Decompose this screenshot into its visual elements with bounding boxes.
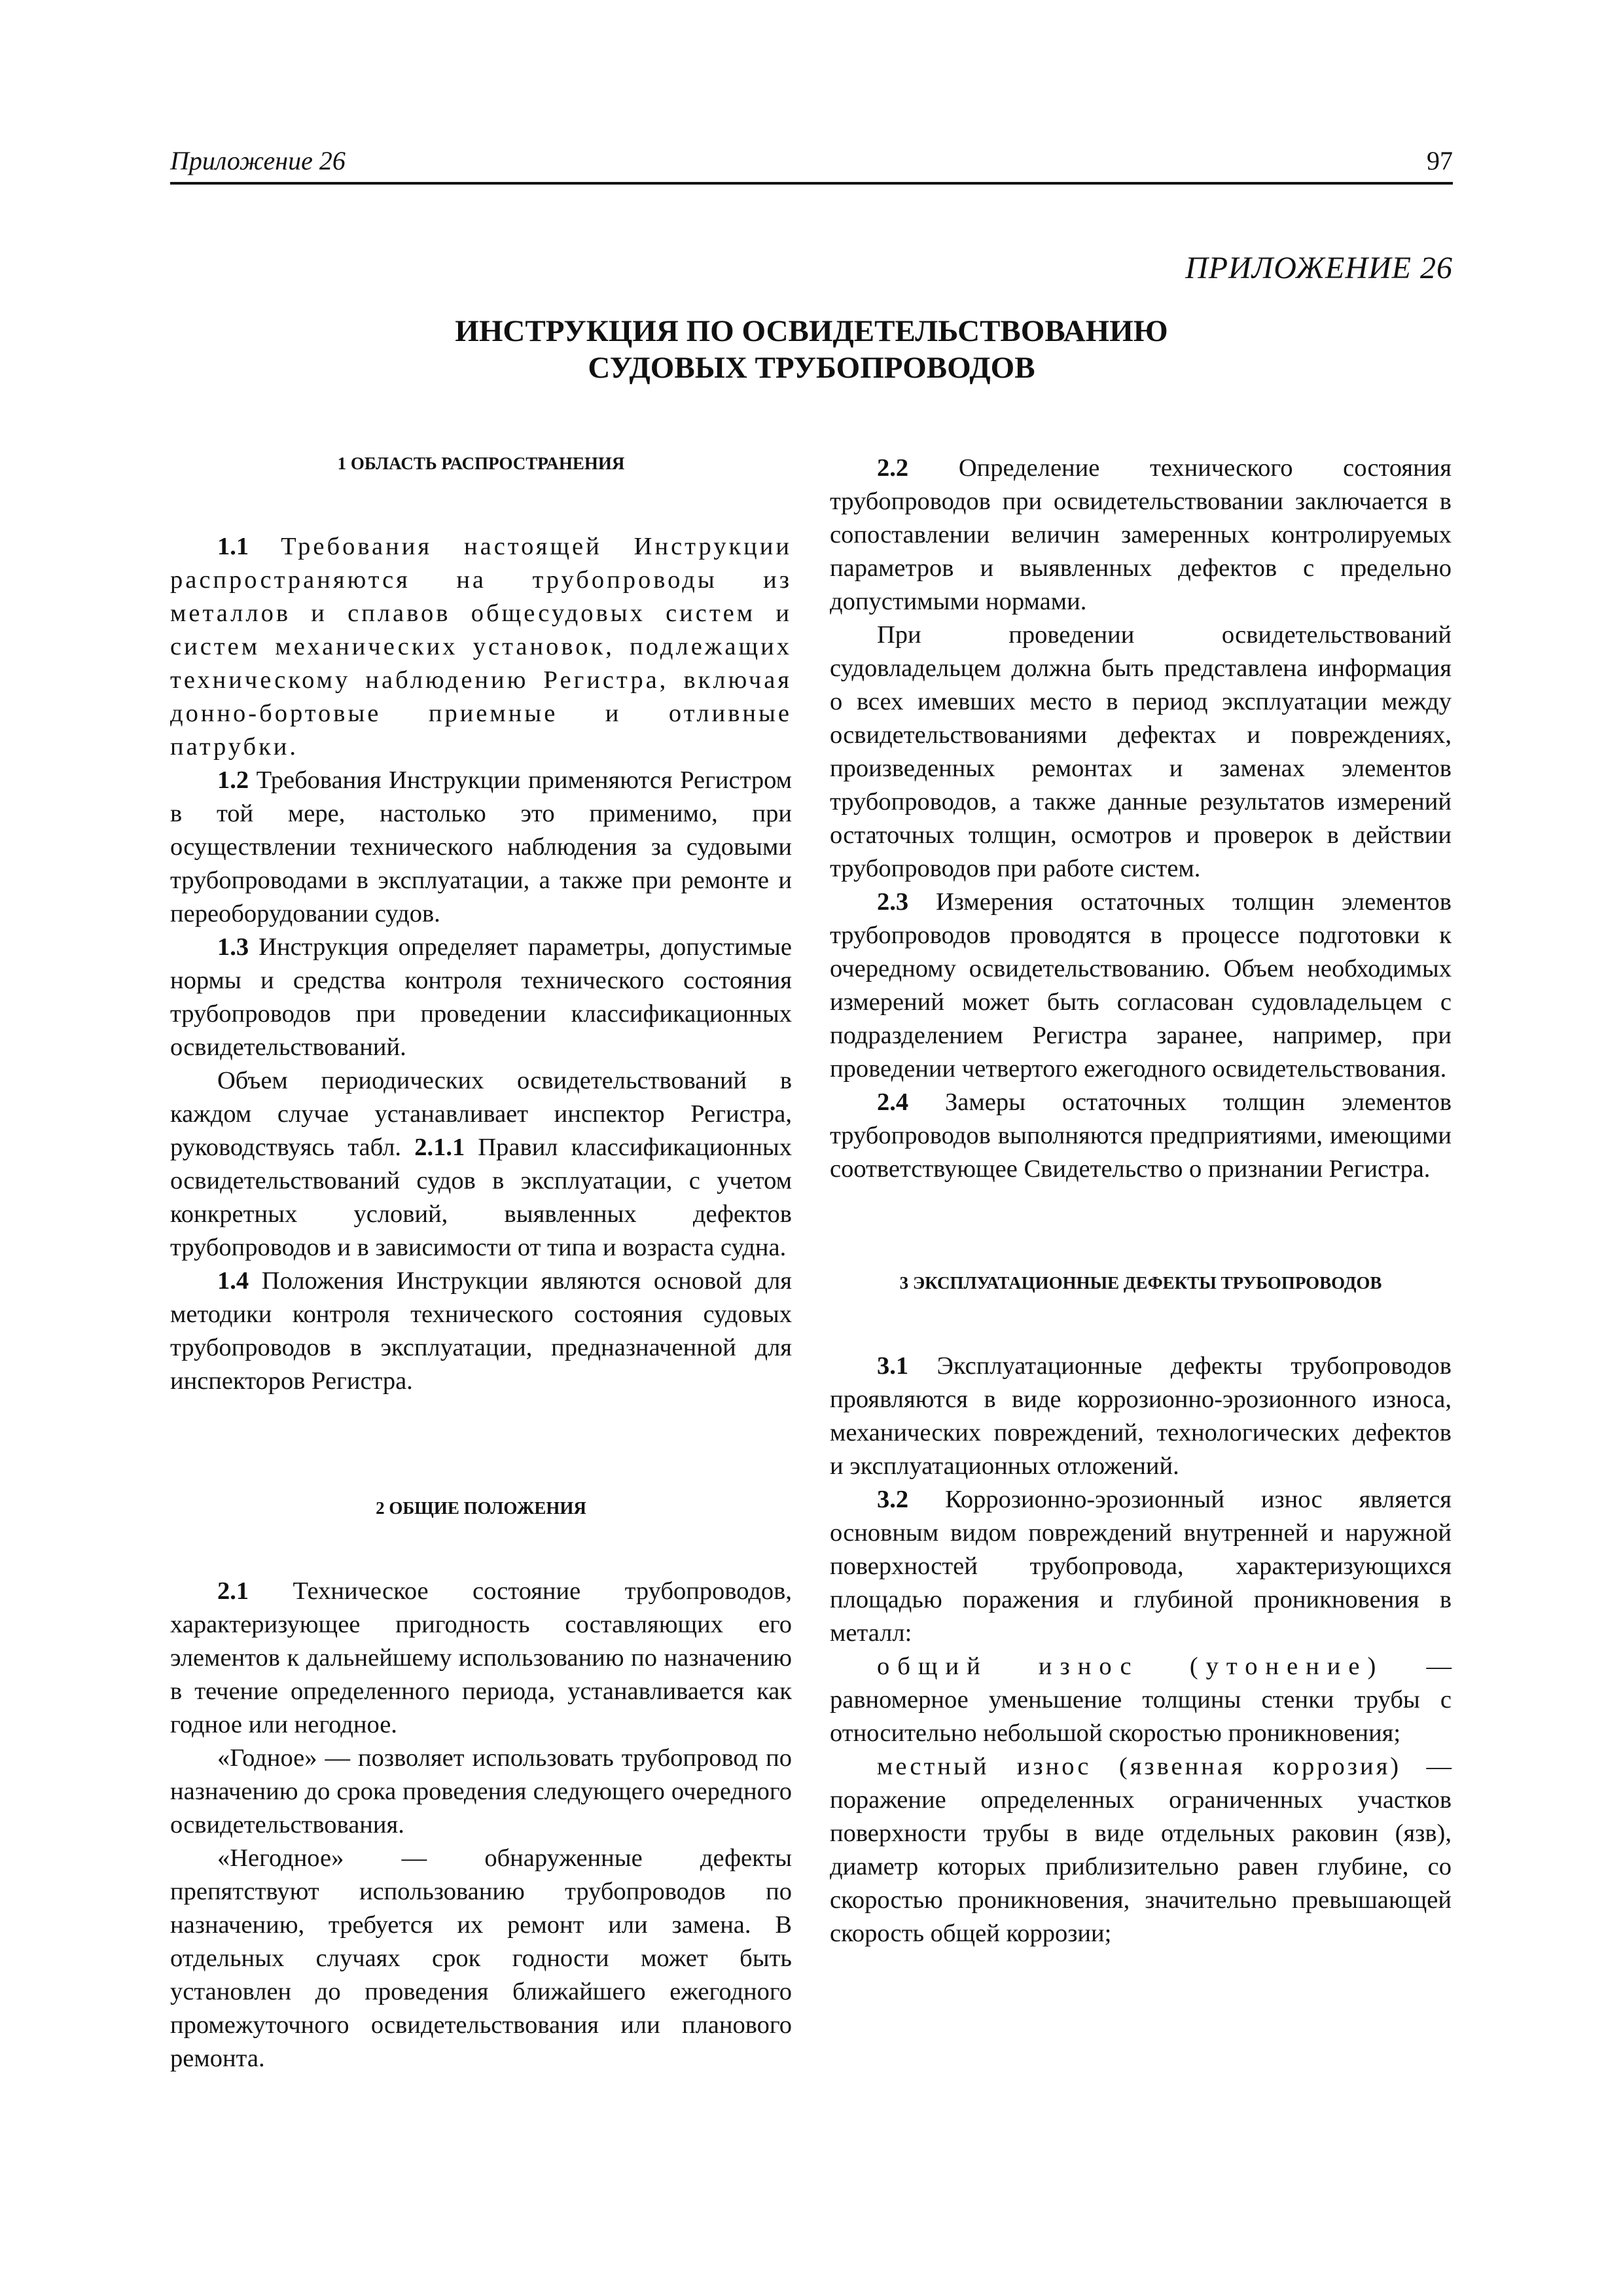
term-definition: — поражение определенных ограниченных участков поверхности трубы в виде отдельных раковин (язв), диаметр которых приблизительно равен глубине, со скоростью проникновения, значительно превышающей скорость общей коррозии;: [830, 1753, 1452, 1947]
section-2-heading: 2 ОБЩИЕ ПОЛОЖЕНИЯ: [376, 1498, 586, 1518]
paragraph-text: Объем периодических освидетельствований в каждом случае устанавливает инспектор Регистра, руководствуясь табл.: [170, 1067, 792, 1161]
paragraph-2-3: [830, 886, 1452, 1086]
section-1-heading: 1 ОБЛАСТЬ РАСПРОСТРАНЕНИЯ: [337, 454, 625, 473]
term-general-wear: общий износ (утонение): [877, 1653, 1384, 1680]
term-local-wear: местный износ (язвенная коррозия): [877, 1753, 1402, 1780]
clause-text: Замеры остаточных толщин элементов трубопроводов выполняются предприятиями, имеющими соответствующее Свидетельство о признании Регистра.: [830, 1088, 1452, 1183]
document-title-line-1: ИНСТРУКЦИЯ ПО ОСВИДЕТЕЛЬСТВОВАНИЮ: [455, 314, 1168, 348]
clause-text: Эксплуатационные дефекты трубопроводов проявляются в виде коррозионно-эрозионного износа, механических повреждений, технологических дефектов и эксплуатационных отложений.: [830, 1352, 1452, 1480]
clause-number: 1.3: [217, 933, 249, 961]
right-column: [830, 452, 1452, 1950]
clause-number: 2.4: [877, 1088, 909, 1116]
clause-text: Требования Инструкции применяются Регистром в той мере, настолько это применимо, при осуществлении технического наблюдения за судовыми трубопроводами в эксплуатации, а также при ремонте и переоборудовании судов.: [170, 766, 792, 927]
paragraph-1-3: [170, 931, 792, 1064]
appendix-label: ПРИЛОЖЕНИЕ 26: [1185, 251, 1453, 285]
clause-text: Техническое состояние трубопроводов, характеризующее пригодность составляющих его элементов к дальнейшему использованию по назначению в течение определенного периода, устанавливается как годное или негодное.: [170, 1577, 792, 1738]
page-number: 97: [1427, 146, 1453, 175]
clause-text: Положения Инструкции являются основой для методики контроля технического состояния судовых трубопроводов в эксплуатации, предназначенной для инспекторов Регистра.: [170, 1267, 792, 1395]
paragraph-3-2: [830, 1483, 1452, 1650]
document-title: [170, 313, 1453, 386]
paragraph-fit: «Годное» — позволяет использовать трубопровод по назначению до срока проведения следующего очередного освидетельствования.: [170, 1744, 792, 1839]
paragraph-1-1: [170, 530, 792, 764]
table-reference: 2.1.1: [414, 1134, 465, 1161]
clause-number: 1.2: [217, 766, 249, 794]
paragraph-1-2: [170, 764, 792, 931]
clause-number: 3.2: [877, 1486, 909, 1513]
paragraph-2-1: [170, 1575, 792, 1742]
term-definition: — равномерное уменьшение толщины стенки трубы с относительно небольшой скоростью проникновения;: [830, 1653, 1452, 1747]
clause-text: Измерения остаточных толщин элементов трубопроводов проводятся в процессе подготовки к очередному освидетельствованию. Объем необходимых измерений может быть согласован судовладельцем с подразделением Регистра заранее, например, при проведении четвертого ежегодного освидетельствования.: [830, 888, 1452, 1083]
clause-text-lead: Требования настоящей Инструкции распространяются на трубопроводы из металлов и сплавов общесудовых систем и систем механических установок, подлежащих техническому наблюдению Регистра, включая донно-бортовые приемные и отливные патрубки.: [170, 533, 792, 761]
clause-number: 1.1: [217, 533, 249, 560]
clause-number: 2.3: [877, 888, 909, 916]
paragraph-general-wear: [830, 1650, 1452, 1750]
clause-text: Инструкция определяет параметры, допустимые нормы и средства контроля технического состояния трубопроводов при проведении классификационных освидетельствований.: [170, 933, 792, 1061]
paragraph-1-4: [170, 1265, 792, 1398]
running-header: [170, 145, 1453, 185]
clause-text: Коррозионно-эрозионный износ является основным видом повреждений внутренней и наружной поверхностей трубопровода, характеризующихся площадью поражения и глубиной проникновения в металл:: [830, 1486, 1452, 1647]
clause-number: 2.1: [217, 1577, 249, 1605]
document-title-line-2: СУДОВЫХ ТРУБОПРОВОДОВ: [588, 351, 1035, 385]
paragraph-local-wear: [830, 1750, 1452, 1950]
paragraph-volume: [170, 1064, 792, 1265]
clause-number: 2.2: [877, 454, 909, 482]
left-column: [170, 452, 792, 2075]
paragraph-3-1: [830, 1350, 1452, 1483]
paragraph-2-2: [830, 452, 1452, 619]
paragraph-2-4: [830, 1086, 1452, 1186]
clause-number: 1.4: [217, 1267, 249, 1295]
clause-number: 3.1: [877, 1352, 909, 1380]
clause-text: Определение технического состояния трубопроводов при освидетельствовании заключается в сопоставлении величин замеренных контролируемых параметров и выявленных дефектов с предельно допустимыми нормами.: [830, 454, 1452, 615]
running-header-title: Приложение 26: [170, 146, 346, 175]
section-3-heading: 3 ЭКСПЛУАТАЦИОННЫЕ ДЕФЕКТЫ ТРУБОПРОВОДОВ: [899, 1273, 1382, 1293]
paragraph-owner-info: При проведении освидетельствований судовладельцем должна быть представлена информация о всех имевших место в период эксплуатации между освидетельствованиями дефектах и повреждениях, произведенных ремонтах и заменах элементов трубопроводов, а также данные результатов измерений остаточных толщин, осмотров и проверок в действии трубопроводов при работе систем.: [830, 621, 1452, 882]
paragraph-unfit: «Негодное» — обнаруженные дефекты препятствуют использованию трубопроводов по назначению, требуется их ремонт или замена. В отдельных случаях срок годности может быть установлен до проведения ближайшего ежегодного промежуточного освидетельствования или планового ремонта.: [170, 1844, 792, 2072]
paragraph-text: Правил классификационных освидетельствований судов в эксплуатации, с учетом конкретных условий, выявленных дефектов трубопроводов и в зависимости от типа и возраста судна.: [170, 1134, 792, 1261]
